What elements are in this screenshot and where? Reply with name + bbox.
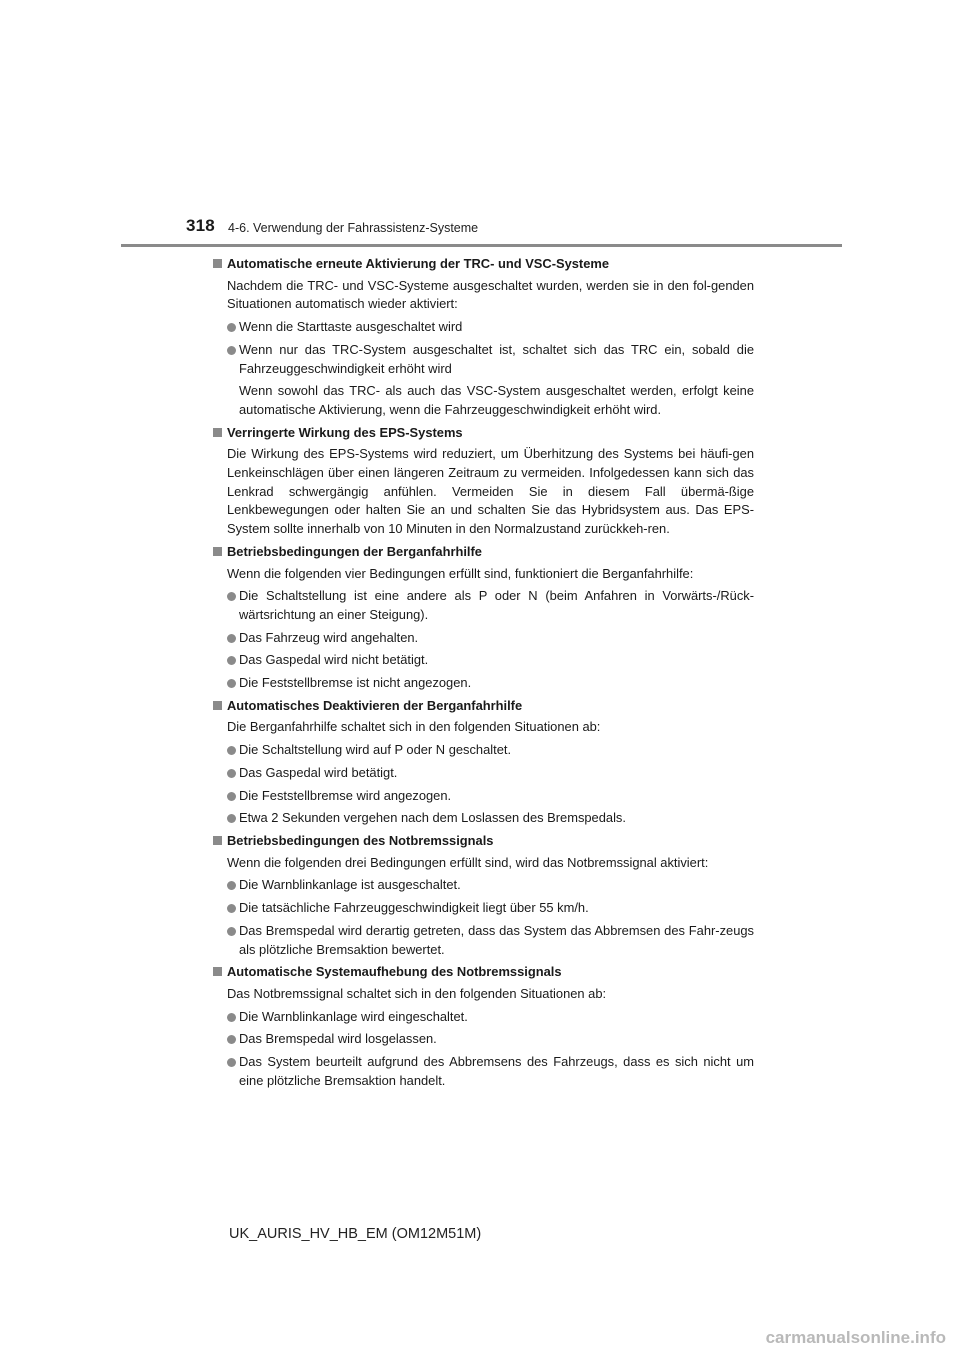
list-item — [212, 674, 754, 693]
list-item-text: Das Bremspedal wird losgelassen. — [239, 1031, 437, 1047]
list-item-text: Die Warnblinkanlage ist ausgeschaltet. — [239, 877, 461, 893]
content-area — [212, 255, 754, 1094]
round-bullet-icon — [227, 1013, 236, 1022]
section-hill-start-deactivation — [212, 697, 754, 828]
list-item — [212, 764, 754, 783]
section-intro: Nachdem die TRC- und VSC-Systeme ausgeschaltet wurden, werden sie in den fol-genden Situationen automatisch wieder aktiviert: — [227, 277, 754, 312]
list-item-text: Das Bremspedal wird derartig getreten, dass das System das Abbremsen des Fahr-zeugs als plötzliche Bremsaktion bewertet. — [239, 922, 754, 957]
square-bullet-icon — [213, 967, 222, 976]
list-item-text: Etwa 2 Sekunden vergehen nach dem Loslassen des Bremspedals. — [239, 810, 626, 826]
section-hill-start-conditions — [212, 543, 754, 693]
list-item — [212, 318, 754, 337]
list-item-text: Das Fahrzeug wird angehalten. — [239, 629, 419, 645]
round-bullet-icon — [227, 746, 236, 755]
section-intro: Das Notbremssignal schaltet sich in den folgenden Situationen ab: — [227, 985, 607, 1001]
list-item — [212, 629, 754, 648]
heading-text: Automatische Systemaufhebung des Notbremssignals — [227, 964, 562, 980]
round-bullet-icon — [227, 634, 236, 643]
section-heading — [212, 543, 754, 562]
list-item — [212, 922, 754, 959]
heading-text: Betriebsbedingungen der Berganfahrhilfe — [227, 543, 482, 559]
list-item — [212, 1008, 754, 1027]
section-intro: Die Wirkung des EPS-Systems wird reduziert, um Überhitzung des Systems bei häufi-gen Lenkeinschlägen über einen längeren Zeitraum zu vermeiden. Infolgedessen kann sich das Lenkrad schwergängig anfühlen. Vermeiden Sie in diesem Fall übermä-ßige Lenkbewegungen oder halten Sie an und schalten Sie das Hybridsystem aus. Das EPS-System sollte innerhalb von 10 Minuten in den Normalzustand zurückkeh-ren. — [227, 446, 754, 537]
list-item — [212, 876, 754, 895]
round-bullet-icon — [227, 323, 236, 332]
square-bullet-icon — [213, 836, 222, 845]
list-item-text: Die Feststellbremse ist nicht angezogen. — [239, 675, 472, 691]
section-note: Wenn sowohl das TRC- als auch das VSC-System ausgeschaltet werden, erfolgt keine automatische Aktivierung, wenn die Fahrzeuggeschwindigkeit erhöht wird. — [239, 383, 754, 417]
section-heading — [212, 255, 754, 274]
section-intro: Die Berganfahrhilfe schaltet sich in den folgenden Situationen ab: — [227, 719, 601, 735]
list-item — [212, 341, 754, 378]
section-heading — [212, 832, 754, 851]
round-bullet-icon — [227, 679, 236, 688]
round-bullet-icon — [227, 592, 236, 601]
square-bullet-icon — [213, 547, 222, 556]
round-bullet-icon — [227, 881, 236, 890]
round-bullet-icon — [227, 814, 236, 823]
list-item-text: Die Schaltstellung wird auf P oder N geschaltet. — [239, 742, 512, 758]
round-bullet-icon — [227, 904, 236, 913]
round-bullet-icon — [227, 656, 236, 665]
list-item — [212, 741, 754, 760]
round-bullet-icon — [227, 769, 236, 778]
list-item-text: Das Gaspedal wird nicht betätigt. — [239, 652, 429, 668]
round-bullet-icon — [227, 792, 236, 801]
round-bullet-icon — [227, 1035, 236, 1044]
square-bullet-icon — [213, 428, 222, 437]
section-eps-reduced — [212, 424, 754, 539]
list-item — [212, 809, 754, 828]
list-item-text: Die tatsächliche Fahrzeuggeschwindigkeit liegt über 55 km/h. — [239, 900, 589, 916]
list-item-text: Wenn die Starttaste ausgeschaltet wird — [239, 319, 463, 335]
list-item — [212, 787, 754, 806]
header-section-title: 4-6. Verwendung der Fahrassistenz-Systeme — [228, 221, 479, 235]
section-trc-vsc-reactivation — [212, 255, 754, 420]
square-bullet-icon — [213, 701, 222, 710]
section-heading — [212, 963, 754, 982]
heading-text: Automatische erneute Aktivierung der TRC- und VSC-Systeme — [227, 256, 610, 271]
watermark: carmanualsonline.info — [765, 1328, 946, 1347]
list-item-text: Das System beurteilt aufgrund des Abbremsens des Fahrzeugs, dass es sich nicht um eine plötzliche Bremsaktion handelt. — [239, 1054, 754, 1088]
page-number: 318 — [186, 216, 215, 235]
section-heading — [212, 424, 754, 443]
header-divider — [121, 244, 842, 247]
section-emergency-signal-cancel — [212, 963, 754, 1090]
list-item-text: Die Warnblinkanlage wird eingeschaltet. — [239, 1008, 468, 1024]
heading-text: Automatisches Deaktivieren der Berganfahrhilfe — [227, 697, 523, 713]
square-bullet-icon — [213, 259, 222, 268]
section-heading — [212, 697, 754, 716]
heading-text: Betriebsbedingungen des Notbremssignals — [227, 832, 494, 848]
list-item-text: Die Feststellbremse wird angezogen. — [239, 787, 452, 803]
list-item — [212, 1030, 754, 1049]
round-bullet-icon — [227, 346, 236, 355]
round-bullet-icon — [227, 927, 236, 936]
round-bullet-icon — [227, 1058, 236, 1067]
list-item-text: Wenn nur das TRC-System ausgeschaltet ist, schaltet sich das TRC ein, sobald die Fahrzeuggeschwindigkeit erhöht wird — [239, 341, 754, 376]
list-item — [212, 1053, 754, 1090]
list-item — [212, 587, 754, 624]
heading-text: Verringerte Wirkung des EPS-Systems — [227, 424, 463, 440]
section-intro: Wenn die folgenden drei Bedingungen erfüllt sind, wird das Notbremssignal aktiviert: — [227, 854, 709, 870]
list-item-text: Die Schaltstellung ist eine andere als P oder N (beim Anfahren in Vorwärts-/Rück-wärtsrichtung an einer Steigung). — [239, 588, 754, 622]
section-emergency-signal-conditions — [212, 832, 754, 959]
list-item-text: Das Gaspedal wird betätigt. — [239, 764, 398, 780]
section-intro: Wenn die folgenden vier Bedingungen erfüllt sind, funktioniert die Berganfahrhilfe: — [227, 565, 694, 581]
footer-manual-code: UK_AURIS_HV_HB_EM (OM12M51M) — [229, 1226, 482, 1242]
list-item — [212, 651, 754, 670]
list-item — [212, 899, 754, 918]
